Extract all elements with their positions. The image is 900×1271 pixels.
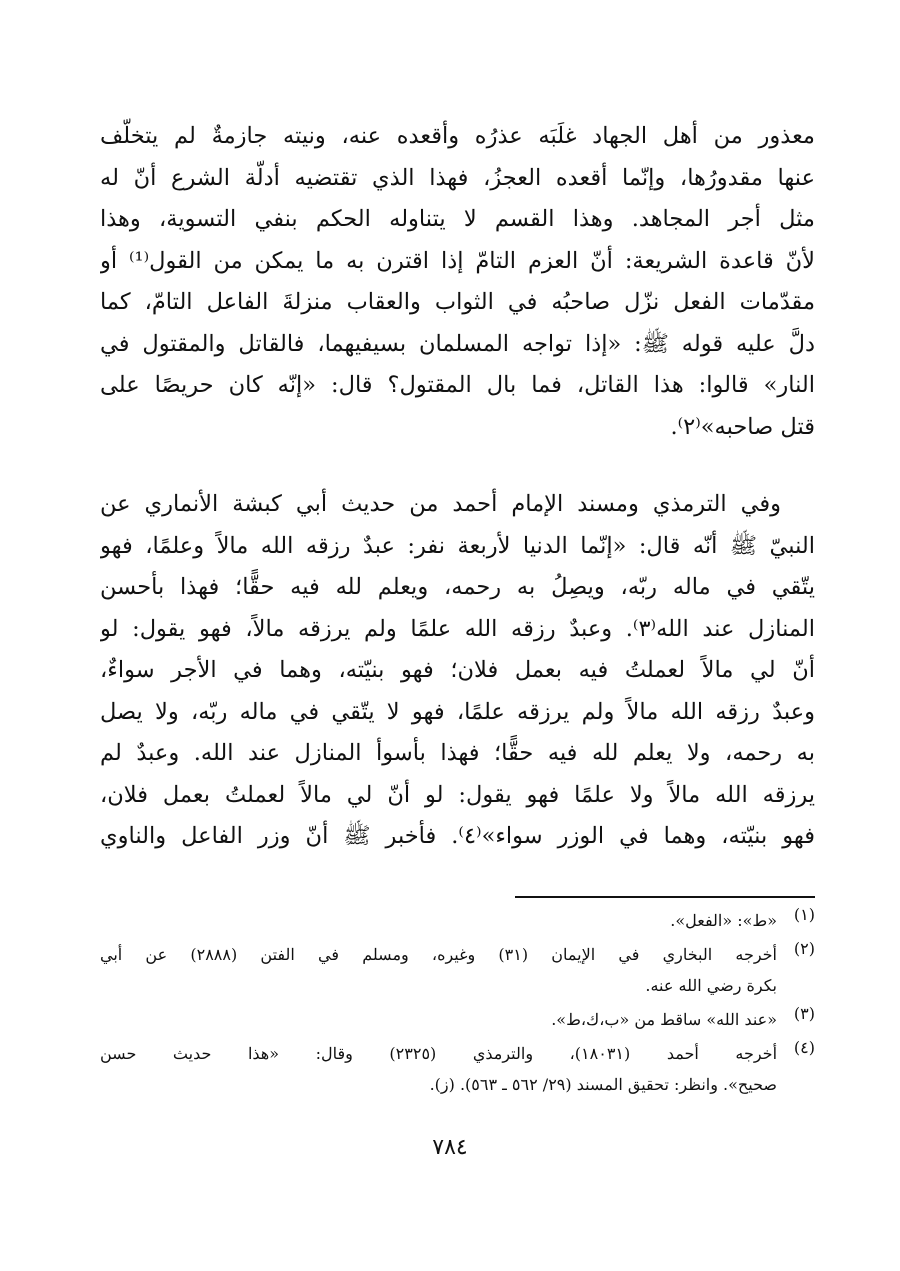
footnote-1	[100, 905, 815, 936]
text-line: مقدّمات الفعل نزّل صاحبُه في الثواب والعقاب منزلةَ الفاعل التامّ، كما	[100, 289, 815, 315]
footnote-3	[100, 1004, 815, 1035]
text-line: وعبدٌ رزقه الله مالاً ولم يرزقه علمًا، فهو لا يتّقي في ماله ربّه، ولا يصل	[100, 698, 815, 725]
paragraph-1	[100, 116, 815, 448]
text-line: يرزقه الله مالاً ولا علمًا فهو يقول: لو أنّ لي مالاً لعملتُ بعمل فلان،	[100, 781, 815, 808]
text-line: لأنّ قاعدة الشريعة: أنّ العزم التامّ إذا اقترن به ما يمكن من القول⁽¹⁾ أو	[100, 247, 815, 274]
text-line: قتل صاحبه»⁽٢⁾.	[670, 413, 815, 440]
footnote-2	[100, 939, 815, 1001]
footnote-number: (١)	[793, 905, 815, 924]
footnote-line: بكرة رضي الله عنه.	[645, 976, 777, 995]
text-line: به رحمه، ولا يعلم لله فيه حقًّا؛ فهذا بأسوأ المنازل عند الله. وعبدٌ لم	[100, 740, 815, 766]
footnote-number: (٢)	[793, 939, 815, 958]
footnote-line: «عند الله» ساقط من «ب،ك،ط».	[551, 1010, 777, 1029]
footnote-number: (٤)	[793, 1038, 815, 1057]
text-line: النبيّ ﷺ أنّه قال: «إنّما الدنيا لأربعة نفر: عبدٌ رزقه الله مالاً وعلمًا، فهو	[100, 532, 815, 559]
footnote-line: أخرجه أحمد (١٨٠٣١)، والترمذي (٢٣٢٥) وقال: «هذا حديث حسن	[100, 1044, 777, 1063]
text-line: دلَّ عليه قوله ﷺ: «إذا تواجه المسلمان بسيفيهما، فالقاتل والمقتول في	[100, 330, 815, 357]
text-line: عنها مقدورُها، وإنّما أقعده العجزُ، فهذا الذي تقتضيه أدلّة الشرع أنّ له	[100, 164, 815, 191]
text-line: أنّ لي مالاً لعملتُ فيه بعمل فلان؛ فهو بنيّته، وهما في الأجر سواءٌ،	[100, 657, 815, 683]
footnote-line: «ط»: «الفعل».	[670, 911, 777, 930]
text-line: فهو بنيّته، وهما في الوزر سواء»⁽٤⁾. فأخبر ﷺ أنّ وزر الفاعل والناوي	[100, 823, 815, 849]
paragraph-2	[100, 484, 815, 858]
footnote-separator	[515, 896, 815, 898]
footnotes	[100, 905, 815, 1103]
text-line: يتّقي في ماله ربّه، ويصِلُ به رحمه، ويعلم لله فيه حقًّا؛ فهذا بأحسن	[100, 574, 815, 600]
text-line: المنازل عند الله⁽٣⁾. وعبدٌ رزقه الله علمًا ولم يرزقه مالاً، فهو يقول: لو	[100, 615, 815, 642]
text-line: وفي الترمذي ومسند الإمام أحمد من حديث أبي كبشة الأنماري عن	[100, 491, 781, 517]
text-line: مثل أجر المجاهد. وهذا القسم لا يتناوله الحكم بنفي التسوية، وهذا	[100, 206, 815, 232]
page-number: ٧٨٤	[432, 1135, 468, 1160]
footnote-4	[100, 1038, 815, 1100]
footnote-line: أخرجه البخاري في الإيمان (٣١) وغيره، ومسلم في الفتن (٢٨٨٨) عن أبي	[100, 945, 777, 964]
footnote-line: صحيح». وانظر: تحقيق المسند (٢٩/ ٥٦٢ ـ ٥٦٣). (ز).	[429, 1075, 777, 1094]
footnote-number: (٣)	[793, 1004, 815, 1023]
text-line: النار» قالوا: هذا القاتل، فما بال المقتول؟ قال: «إنّه كان حريصًا على	[100, 372, 815, 398]
text-line: معذور من أهل الجهاد غلَبَه عذرُه وأقعده عنه، ونيته جازمةٌ لم يتخلّف	[100, 123, 815, 149]
